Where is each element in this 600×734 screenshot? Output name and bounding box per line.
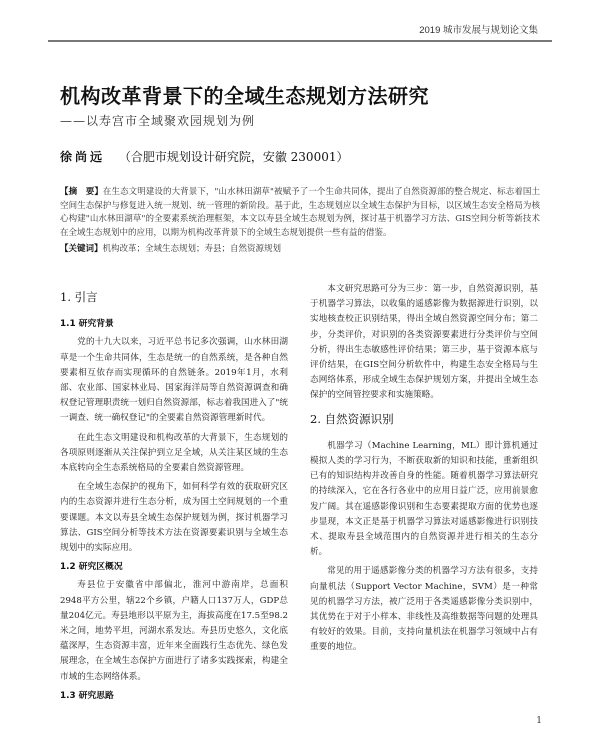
section-1-3-heading: 1.3 研究思路	[60, 690, 114, 701]
abstract-block	[60, 186, 540, 257]
right-column	[310, 282, 538, 660]
running-head: 2019 城市发展与规划论文集	[419, 25, 538, 36]
abstract	[60, 186, 540, 240]
author-line	[60, 148, 348, 165]
body-paragraph: 在全域生态保护的视角下，如何科学有效的获取研究区内的生态资源并进行生态分析，成为国土空间规划的一个重要课题。本文以寿县全域生态保护规划为例，探讨机器学习算法、GIS空间分析等技术方法在资源要素识别与全域生态规划中的实际应用。	[60, 482, 288, 554]
abstract-text: 在生态文明建设的大背景下，"山水林田湖草"被赋予了一个生命共同体，提出了自然资源部的整合规定、标志着国土空间生态保护与修复进入统一规划、统一管理的新阶段。基于此，生态规划应以全域生态保护为目标，以区域生态安全格局为核心构建"山水林田湖草"的全要素系统治理框架，本文以寿县全域生态规划为例，探讨基于机器学习方法、GIS空间分析等新技术在全域生态规划中的应用，以期为机构改革背景下的全域生态规划提供一些有益的借鉴。	[60, 187, 540, 238]
author-affiliation: （合肥市规划设计研究院，安徽 230001）	[118, 150, 349, 164]
section-1-2-heading: 1.2 研究区概况	[60, 562, 123, 573]
body-paragraph: 本文研究思路可分为三步：第一步，自然资源识别，基于机器学习算法，以收集的遥感影像为数据源进行识别，以实地核查校正识别结果，得出全域自然资源空间分布；第二步，分类评价，对识别的各类资源要素进行分类评价与空间分析，得出生态敏感性评价结果；第三步，基于资源本底与评价结果，在GIS空间分析软件中，构建生态安全格局与生态网络体系，形成全域生态保护规划方案，并提出全域生态保护的空间管控要求和实施策略。	[310, 284, 538, 401]
paper-title: 机构改革背景下的全域生态规划方法研究	[60, 84, 429, 108]
section-2-heading: 2. 自然资源识别	[310, 411, 394, 426]
keywords-label: 【关键词】	[60, 244, 103, 254]
keywords	[60, 243, 540, 257]
left-column	[60, 282, 288, 707]
header-divider	[48, 40, 552, 42]
body-paragraph: 机器学习（Machine Learning，ML）即计算机通过模拟人类的学习行为，不断获取新的知识和技能，重新组织已有的知识结构并改善自身的性能。随着机器学习算法研究的持续深入，它在各行各业中的应用日益广泛，应用前景愈发广阔。其在遥感影像识别和生态要素提取方面的优势也逐步显现，本文正是基于机器学习算法对遥感影像进行识别技术、提取寿县全域范围内的自然资源并进行相关的生态分析。	[310, 440, 538, 558]
author-name: 徐尚远	[60, 150, 106, 164]
body-paragraph: 常见的用于遥感影像分类的机器学习方法有很多，支持向量机法（Support Vector Machine，SVM）是一种常见的机器学习方法，被广泛用于各类遥感影像分类识别中，其优势在于对于小样本、非线性及高维数据等问题的处理具有较好的效果。目前，支持向量机法在机器学习领域中占有重要的地位。	[310, 566, 538, 653]
paper-subtitle: ——以寿宫市全域聚欢园规划为例	[60, 114, 256, 128]
section-1-heading: 1. 引言	[60, 290, 98, 304]
section-1-1-heading: 1.1 研究背景	[60, 319, 114, 330]
abstract-label: 【摘 要】	[60, 187, 103, 197]
keywords-text: 机构改革；全域生态规划；寿县；自然资源规划	[102, 244, 282, 254]
body-paragraph: 党的十九大以来，习近平总书记多次强调，山水林田湖草是一个生命共同体，生态是统一的自然系统，是各种自然要素相互依存而实现循环的自然链条。2019年1月，水利部、农业部、国家林业局、国家海洋局等自然资源调查和确权登记管理职责统一划归自然资源部，标志着我国进入了"统一调查、统一确权登记"的全要素自然资源管理新时代。	[60, 337, 288, 424]
page-number: 1	[536, 716, 542, 726]
body-paragraph: 寿县位于安徽省中部偏北，淮河中游南岸，总面积2948平方公里，辖22个乡镇，户籍人口137万人，GDP总量204亿元。寿县地形以平原为主，海拔高度在17.5至98.2米之间，地势平坦，河湖水系发达。寿县历史悠久，文化底蕴深厚，生态资源丰富，近年来全面践行生态优先、绿色发展理念，在全域生态保护方面进行了诸多实践探索，构建全市域的生态网络体系。	[60, 580, 288, 682]
body-paragraph: 在此生态文明建设和机构改革的大背景下，生态规划的各项原则逐渐从关注保护到立足全域，从关注某区域的生态本底转向全生态系统格局的全要素自然资源管理。	[60, 432, 288, 474]
